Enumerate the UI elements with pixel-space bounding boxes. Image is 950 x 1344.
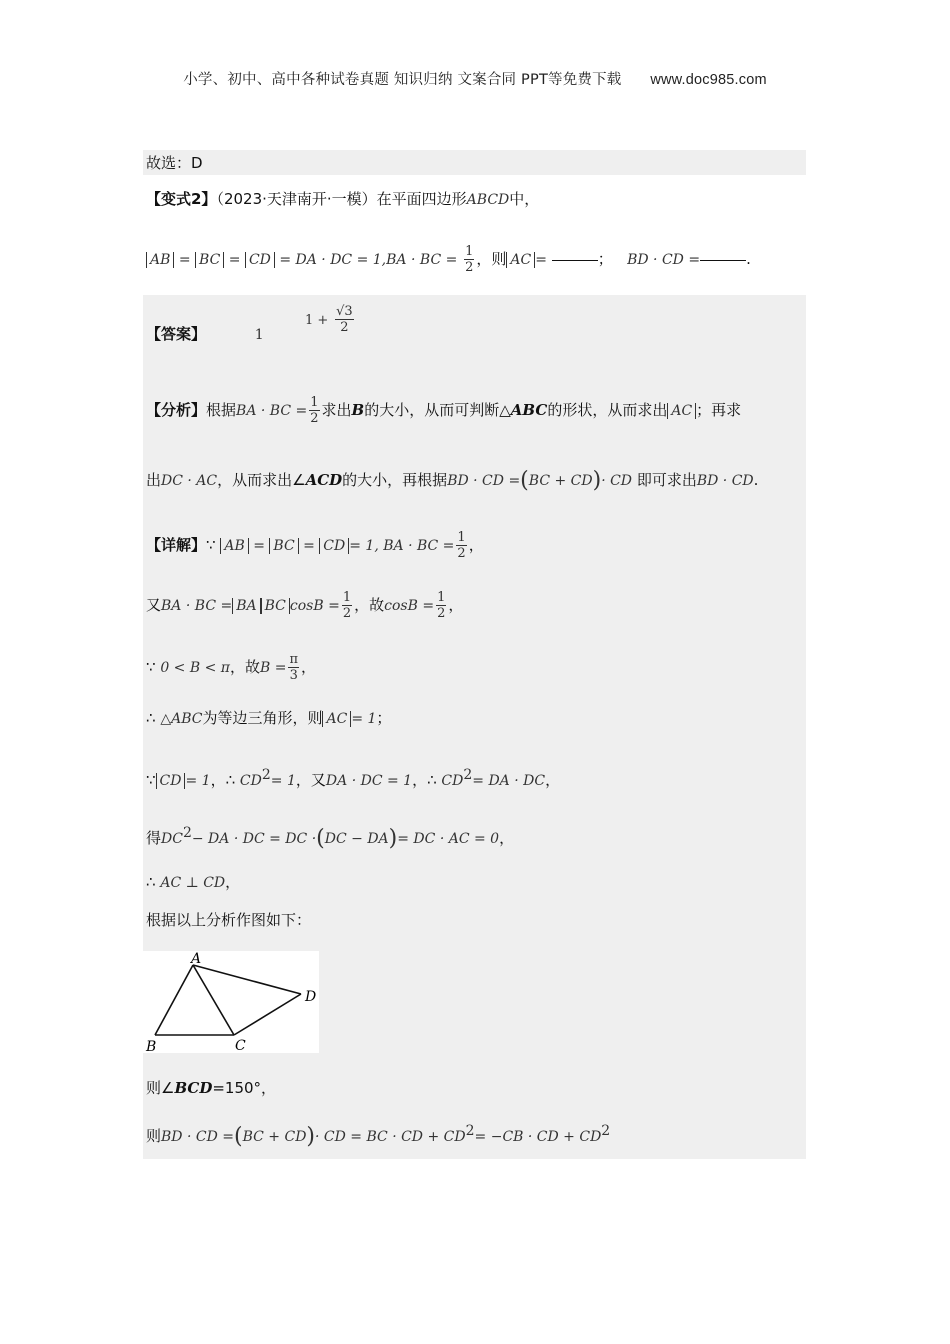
detail-line-10: 则BD · CD =(BC + CD)· CD = BC · CD + $CD^2= -CB$ · CD + $CD^2$ xyxy=(146,1123,611,1149)
detail-line-2: 又BA · BC = BA BC cosB = $\frac{1}{2}$ ，故cosB = $\frac{1}{2}$ ， xyxy=(146,590,464,621)
label-C: C xyxy=(235,1038,246,1053)
detail-line-6: 得$DC^2-$ DA · DC = DC ·(DC − DA)= DC · AC = 0， xyxy=(146,825,515,851)
problem-conditions: AB = BC = CD = DA · DC = 1,BA · BC = $\frac{1}{2}$ ，则 AC = ； BD · CD = . xyxy=(146,244,751,275)
detail-line-5: ∵ CD = 1，∴ $CD^2= 1$，又DA · DC = 1，∴ $CD^2=$ DA · DC， xyxy=(146,767,561,789)
detail-line-8: 根据以上分析作图如下： xyxy=(146,911,312,929)
detail-line-4: ∴ △ABC为等边三角形，则 AC = 1； xyxy=(146,709,392,727)
label-A: A xyxy=(191,951,202,967)
answer-line: 【答案】 1 xyxy=(146,325,264,343)
detail-line-1: 【详解】∵ AB = BC = CD = 1, BA · BC = $\frac{1}{2}$ ， xyxy=(146,530,484,561)
prev-answer-block xyxy=(143,150,806,175)
header-site: www.doc985.com xyxy=(650,72,767,88)
quadrilateral-figure xyxy=(143,951,319,1053)
header-text: 小学、初中、高中各种试卷真题 知识归纳 文案合同 PPT等免费下载 xyxy=(183,72,622,88)
label-D: D xyxy=(305,989,317,1005)
analysis-line-1: 【分析】根据BA · BC = $\frac{1}{2}$ 求出B的大小，从而可判断△ABC的形状，从而求出 AC ；再求 xyxy=(146,395,742,426)
detail-line-9: 则∠BCD=150°， xyxy=(146,1079,277,1097)
detail-line-3: ∵ 0 < B < π，故B = $\frac{\pi}{3}$ ， xyxy=(146,652,317,683)
page-header xyxy=(0,68,950,89)
blank-2[interactable] xyxy=(700,260,746,261)
answer-value-1: 1 xyxy=(254,327,264,343)
answer-value-2: 1 + $\frac{√3}{2}$ xyxy=(305,304,353,335)
prev-answer: 故选：D xyxy=(146,154,203,172)
label-B: B xyxy=(146,1039,157,1053)
blank-1[interactable] xyxy=(552,260,598,261)
analysis-line-2: 出DC · AC，从而求出∠ACD的大小，再根据BD · CD =(BC + CD)· CD 即可求出BD · CD. xyxy=(146,468,759,493)
problem-stem: 【变式2】（2023·天津南开·一模）在平面四边形ABCD中， xyxy=(146,190,540,208)
detail-line-7: ∴ AC ⊥ CD， xyxy=(146,873,241,891)
